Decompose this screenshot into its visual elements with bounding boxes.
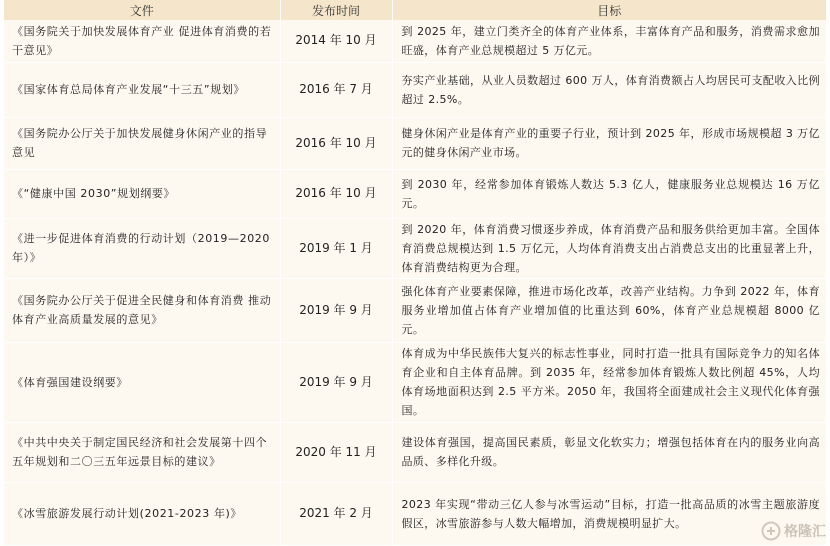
date-cell: 2019 年 1 月 — [280, 218, 392, 278]
table-row — [4, 218, 826, 278]
doc-cell: 《国务院办公厅关于促进全民健身和体育消费 推动体育产业高质量发展的意见》 — [4, 278, 280, 342]
date-cell: 2020 年 11 月 — [280, 422, 392, 482]
date-cell: 2016 年 7 月 — [280, 62, 392, 117]
doc-cell: 《国家体育总局体育产业发展“十三五”规划》 — [4, 62, 280, 117]
watermark-text: 格隆汇 — [784, 523, 826, 539]
table-header-row — [4, 0, 826, 20]
goal-cell: 建设体育强国，提高国民素质，彰显文化软实力；增强包括体育在内的服务业向高品质、多样化升级。 — [392, 422, 826, 482]
goal-cell: 夯实产业基础，从业人员数超过 600 万人，体育消费额占人均居民可支配收入比例超过 2.5%。 — [392, 62, 826, 117]
table-row — [4, 117, 826, 169]
header-date: 发布时间 — [280, 0, 392, 20]
table-row — [4, 278, 826, 342]
doc-cell: 《国务院办公厅关于加快发展健身休闲产业的指导意见 — [4, 117, 280, 169]
policy-table — [4, 0, 826, 546]
goal-cell: 到 2025 年，建立门类齐全的体育产业体系，丰富体育产品和服务，消费需求愈加旺盛，体育产业总规模超过 5 万亿元。 — [392, 20, 826, 62]
goal-cell: 体育成为中华民族伟大复兴的标志性事业，同时打造一批具有国际竞争力的知名体育企业和自主体育品牌。到 2035 年，经常参加体育锻炼人数比例超 45%，人均体育场地面积达到 2.5 平方米。2050 年，我国将全面建成社会主义现代化体育强国。 — [392, 342, 826, 422]
date-cell: 2016 年 10 月 — [280, 117, 392, 169]
date-cell: 2019 年 9 月 — [280, 278, 392, 342]
table-row — [4, 482, 826, 545]
date-cell: 2014 年 10 月 — [280, 20, 392, 62]
header-goal: 目标 — [392, 0, 826, 20]
table-row — [4, 20, 826, 62]
doc-cell: 《体育强国建设纲要》 — [4, 342, 280, 422]
goal-cell: 健身休闲产业是体育产业的重要子行业，预计到 2025 年，形成市场规模超 3 万亿元的健身休闲产业市场。 — [392, 117, 826, 169]
table-row — [4, 62, 826, 117]
date-cell: 2019 年 9 月 — [280, 342, 392, 422]
table-row — [4, 342, 826, 422]
table-row — [4, 169, 826, 218]
header-doc: 文件 — [4, 0, 280, 20]
goal-cell: 到 2030 年，经常参加体育锻炼人数达 5.3 亿人，健康服务业总规模达 16 万亿元。 — [392, 169, 826, 218]
goal-cell: 2023 年实现“带动三亿人参与冰雪运动”目标，打造一批高品质的冰雪主题旅游度假区，冰雪旅游参与人数大幅增加，消费规模明显扩大。 — [392, 482, 826, 545]
doc-cell: 《国务院关于加快发展体育产业 促进体育消费的若干意见》 — [4, 20, 280, 62]
goal-cell: 到 2020 年，体育消费习惯逐步养成，体育消费产品和服务供给更加丰富。全国体育消费总规模达到 1.5 万亿元，人均体育消费支出占消费总支出的比重显著上升，体育消费结构更为合理。 — [392, 218, 826, 278]
date-cell: 2021 年 2 月 — [280, 482, 392, 545]
doc-cell: 《进一步促进体育消费的行动计划（2019—2020 年）》 — [4, 218, 280, 278]
doc-cell: 《冰雪旅游发展行动计划(2021-2023 年)》 — [4, 482, 280, 545]
date-cell: 2016 年 10 月 — [280, 169, 392, 218]
doc-cell: 《中共中央关于制定国民经济和社会发展第十四个五年规划和二〇三五年远景目标的建议》 — [4, 422, 280, 482]
goal-cell: 强化体育产业要素保障，推进市场化改革，改善产业结构。力争到 2022 年，体育服务业增加值占体育产业增加值的比重达到 60%，体育产业总规模超 8000 亿元。 — [392, 278, 826, 342]
doc-cell: 《“健康中国 2030”规划纲要》 — [4, 169, 280, 218]
table-row — [4, 422, 826, 482]
